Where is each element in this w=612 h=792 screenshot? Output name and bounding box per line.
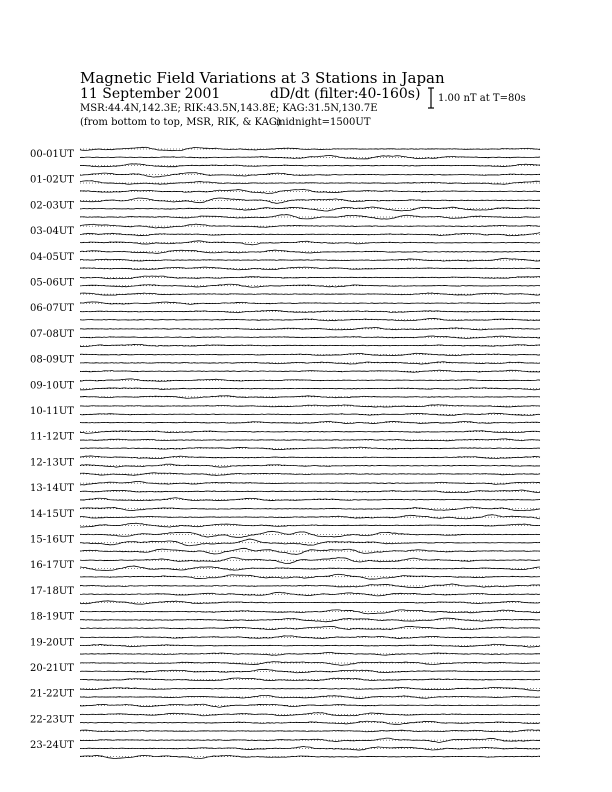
hour-label-group [30,149,74,751]
trace-msr [80,344,540,346]
hour-label: 23-24UT [30,740,74,752]
order-note: (from bottom to top, MSR, RIK, & KAG) [80,117,281,128]
hour-label: 08-09UT [30,354,74,366]
hour-label: 17-18UT [30,585,74,597]
trace-kag [80,353,540,355]
hour-label: 21-22UT [30,688,74,700]
trace-rik [80,413,540,415]
trace-msr [80,755,540,758]
trace-rik [80,207,540,211]
trace-rik [80,464,540,467]
trace-msr [80,498,540,501]
trace-rik [80,695,540,698]
hour-label: 22-23UT [30,714,74,726]
trace-kag [80,302,540,304]
hour-label: 16-17UT [30,560,74,572]
hour-label: 11-12UT [30,431,74,443]
hour-label: 02-03UT [30,200,74,212]
trace-msr [80,447,540,449]
hour-label: 10-11UT [30,406,74,417]
trace-kag [80,431,540,434]
trace-msr [80,215,540,220]
trace-kag [80,327,540,329]
filter-label: dD/dt (filter:40-160s) [270,86,421,102]
trace-kag [80,636,540,639]
trace-rik [80,156,540,159]
hour-label: 09-10UT [30,380,74,392]
trace-kag [80,687,540,690]
trace-kag [80,482,540,485]
trace-rik [80,592,540,596]
trace-msr [80,704,540,707]
trace-rik [80,566,540,571]
trace-kag [80,507,540,511]
trace-rik [80,539,540,546]
trace-rik [80,439,540,441]
trace-rik [80,336,540,338]
trace-rik [80,362,540,364]
scale-bar [428,88,434,108]
baseline-group [80,149,540,757]
hour-label: 14-15UT [30,508,74,520]
trace-msr [80,730,540,732]
trace-rik [80,388,540,390]
trace-kag [80,738,540,742]
trace-rik [80,310,540,312]
trace-rik [80,490,540,493]
hour-label: 01-02UT [30,174,74,186]
trace-msr [80,164,540,167]
midnight-note: midnight=1500UT [276,117,371,128]
trace-msr [80,370,540,372]
hour-label: 18-19UT [30,611,74,623]
trace-msr [80,421,540,423]
trace-rik [80,618,540,622]
trace-msr [80,678,540,681]
trace-kag [80,584,540,588]
trace-kag [80,610,540,614]
date-label: 11 September 2001 [80,86,221,102]
hour-label: 12-13UT [30,457,74,469]
trace-rik [80,181,540,185]
hour-label: 19-20UT [30,637,74,649]
hour-label: 20-21UT [30,663,74,674]
trace-group [80,147,540,758]
hour-label: 07-08UT [30,328,74,340]
trace-kag [80,662,540,666]
trace-rik [80,258,540,261]
scale-bar-label: 1.00 nT at T=80s [438,93,526,104]
hour-label: 03-04UT [30,226,74,238]
hour-label: 05-06UT [30,277,74,289]
trace-kag [80,558,540,564]
trace-msr [80,653,540,656]
stations-label: MSR:44.4N,142.3E; RIK:43.5N,143.8E; KAG:31.5N,130.7E [80,103,378,114]
trace-rik [80,746,540,750]
hour-label: 04-05UT [30,251,74,263]
hour-label: 06-07UT [30,303,74,315]
trace-rik [80,644,540,647]
trace-msr [80,318,540,320]
trace-msr [80,626,540,629]
trace-kag [80,405,540,407]
hour-label: 13-14UT [30,483,74,495]
trace-msr [80,523,540,527]
trace-rik [80,669,540,672]
trace-msr [80,574,540,579]
trace-rik [80,721,540,724]
trace-kag [80,531,540,537]
trace-rik [80,515,540,519]
hour-label: 00-01UT [30,149,74,160]
trace-kag [80,198,540,203]
chart-title: Magnetic Field Variations at 3 Stations in Japan [80,69,445,87]
hour-label: 15-16UT [30,534,74,546]
